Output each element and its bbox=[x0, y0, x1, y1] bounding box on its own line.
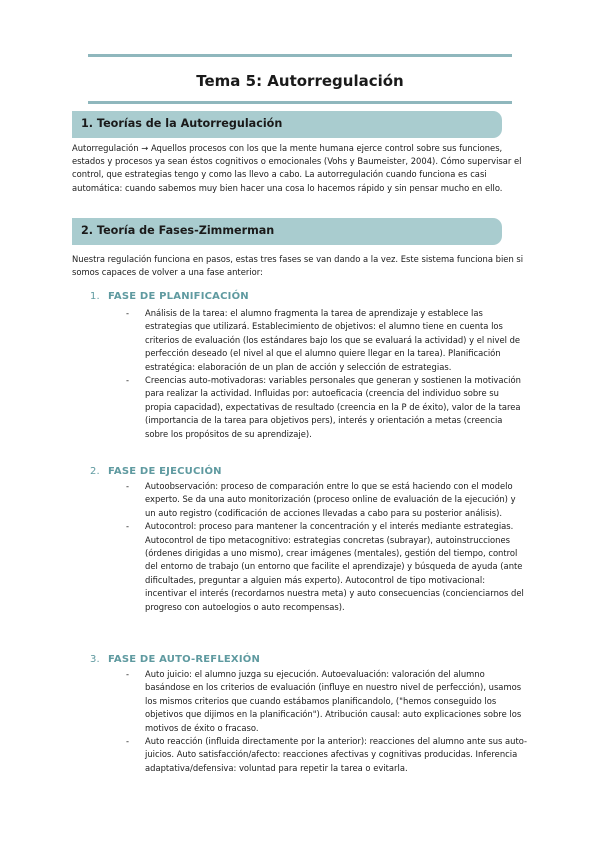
phase-title: FASE DE AUTO-REFLEXIÓN bbox=[108, 654, 261, 665]
section-paragraph-zimmerman: Nuestra regulación funciona en pasos, estas tres fases se van dando a la vez. Este sistema funciona bien si somos capaces de volver a una fase anterior: bbox=[72, 254, 524, 278]
list-item: - Análisis de la tarea: el alumno fragmenta la tarea de aprendizaje y establece las estrategias que utilizará. Establecimiento de objetivos: el alumno tiene en cuenta los criterios de evaluación (los estándares bajo los que se evaluará la actividad) y el nivel de perfección deseado (el nivel al que el alumno quiere llegar en la tarea). Planificación estratégica: elaboración de un plan de acción y selección de estrategias. bbox=[126, 307, 528, 374]
title-rule-top bbox=[88, 54, 512, 57]
phase-title: FASE DE PLANIFICACIÓN bbox=[108, 291, 249, 302]
phase-number: 2. bbox=[90, 466, 100, 477]
section-heading-theories: 1. Teorías de la Autorregulación bbox=[72, 111, 502, 138]
phase-heading-execution bbox=[90, 466, 222, 477]
bullet-list-reflection bbox=[126, 668, 528, 775]
list-item: - Auto juicio: el alumno juzga su ejecución. Autoevaluación: valoración del alumno basándose en los criterios de evaluación (influye en nuestro nivel de perfección), usamos los mismos criterios que cuando estábamos planificandolo, ("hemos conseguido los objetivos que dijimos en la planificación"). Atribución causal: auto explicaciones sobre los motivos de éxito o fracaso. bbox=[126, 668, 528, 735]
title-rule-bottom bbox=[88, 101, 512, 104]
bullet-list-execution bbox=[126, 480, 528, 614]
phase-number: 3. bbox=[90, 654, 100, 665]
phase-title: FASE DE EJECUCIÓN bbox=[108, 466, 222, 477]
list-item: - Autoobservación: proceso de comparación entre lo que se está haciendo con el modelo experto. Se da una auto monitorización (proceso online de evaluación de la ejecución) y un auto registro (codificación de acciones llevadas a cabo para su posterior análisis). bbox=[126, 480, 528, 520]
phase-heading-reflection bbox=[90, 654, 260, 665]
list-item: - Auto reacción (influida directamente por la anterior): reacciones del alumno ante sus auto-juicios. Auto satisfacción/afecto: reacciones afectivas y cognitivas producidas. Inferencia adaptativa/defensiva: voluntad para repetir la tarea o evitarla. bbox=[126, 735, 528, 775]
section-paragraph-theories: Autorregulación → Aquellos procesos con los que la mente humana ejerce control sobre sus funciones, estados y procesos ya sean éstos cognitivos o emocionales (Vohs y Baumeister, 2004). Cómo supervisar el control, que estrategias tengo y como las llevo a cabo. La autorregulación cuando funciona es casi automática: cuando sabemos muy bien hacer una cosa lo hacemos rápido y sin pensar mucho en ello. bbox=[72, 143, 522, 193]
page-title: Tema 5: Autorregulación bbox=[196, 72, 404, 90]
phase-heading-planning bbox=[90, 291, 249, 302]
list-item: - Creencias auto-motivadoras: variables personales que generan y sostienen la motivación para realizar la actividad. Influidas por: autoeficacia (creencia del individuo sobre su propia capacidad), expectativas de resultado (creencia en la P de éxito), valor de la tarea (importancia de la tarea para objetivos pers), interés y orientación a metas (creencia sobre los propósitos de su aprendizaje). bbox=[126, 374, 528, 441]
section-heading-zimmerman: 2. Teoría de Fases-Zimmerman bbox=[72, 218, 502, 245]
phase-number: 1. bbox=[90, 291, 100, 302]
bullet-list-planning bbox=[126, 307, 528, 441]
list-item: - Autocontrol: proceso para mantener la concentración y el interés mediante estrategias. Autocontrol de tipo metacognitivo: estrategias concretas (subrayar), autoinstrucciones (órdenes dirigidas a uno mismo), crear imágenes (mentales), gestión del tiempo, control del entorno de trabajo (un entorno que facilite el aprendizaje) y búsqueda de ayuda (ante dificultades, preguntar a alguien más experto). Autocontrol de tipo motivacional: incentivar el interés (recordarnos nuestra meta) y auto consecuencias (concienciarnos del progreso con autoelogios o auto recompensas). bbox=[126, 520, 528, 614]
